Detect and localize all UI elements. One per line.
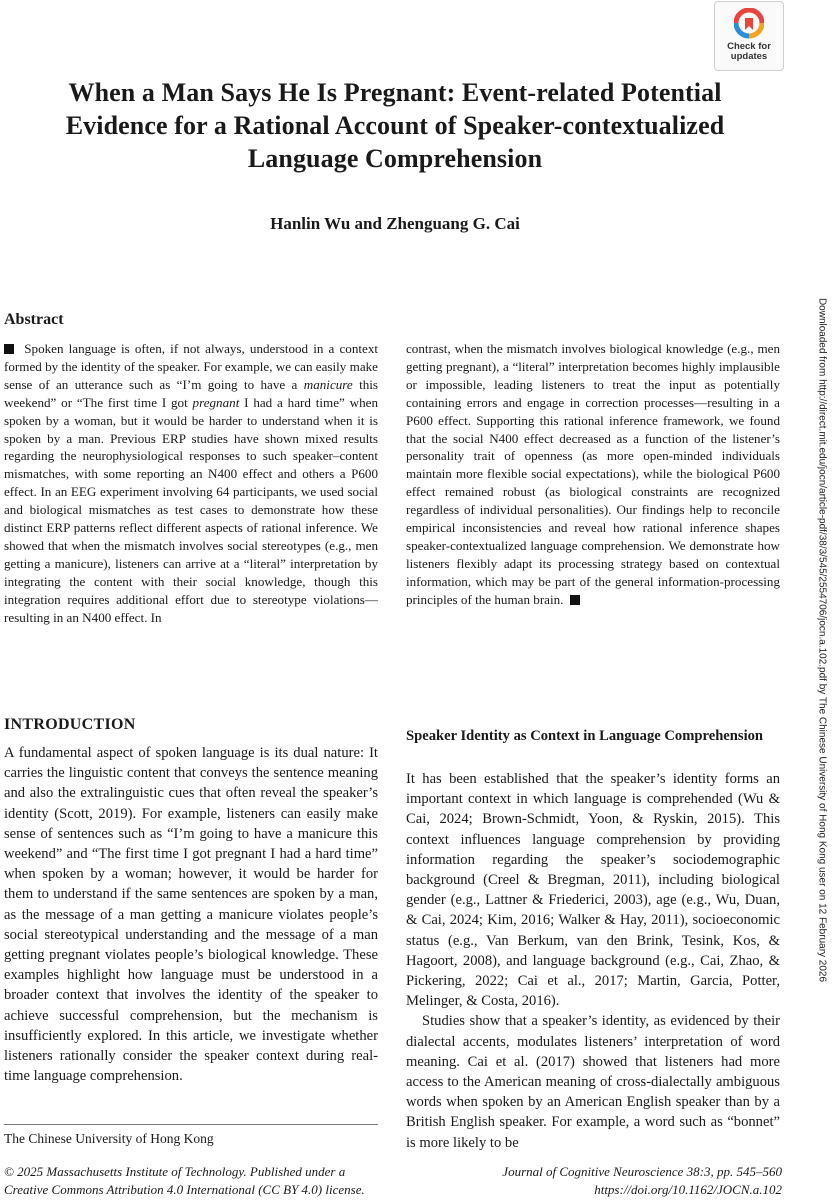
abstract-text-right: contrast, when the mismatch involves biological knowledge (e.g., men getting pregnant), a “literal” interpretation becomes highly implausible or impossible, leading listeners to treat the input as potentially containing errors and engage in correction processes—resulting in a P600 effect. Supporting this rational inference framework, we found that the social N400 effect decreased as a function of the listener’s personality trait of openness (as more open-minded individuals maintain more flexible social expectations), while the biological P600 effect remained robust (as biological constraints are recognized regardless of individual personalities). Our findings help to reconcile empirical inconsistencies and reveal how rational inference shapes speaker-contextualized language comprehension. We demonstrate how listeners flexibly adapt its processing strategy based on contextual information, which may be part of the general information-processing principles of the human brain. [406, 341, 780, 607]
abstract-em-pregnant: pregnant [192, 394, 240, 410]
abstract-end-marker [570, 595, 580, 605]
download-watermark [812, 280, 832, 1000]
badge-label-line2: updates [730, 51, 768, 62]
check-for-updates-badge[interactable] [714, 1, 784, 71]
license-notice [4, 1163, 444, 1199]
download-watermark-text: Downloaded from http://direct.mit.edu/jocn/article-pdf/38/3/545/2554706/jocn.a.102.pdf by The Chinese University of Hong Kong user on 12 February 2026 [816, 297, 828, 983]
title-line-2: Evidence for a Rational Account of Speaker-contextualized [65, 111, 725, 140]
badge-label-line1: Check for [727, 41, 771, 52]
journal-citation [440, 1163, 782, 1199]
authors: Hanlin Wu and Zhenguang G. Cai [270, 214, 520, 233]
footnote-rule [4, 1124, 378, 1125]
license-line-2[interactable]: Creative Commons Attribution 4.0 International (CC BY 4.0) license. [4, 1182, 365, 1197]
abstract-text-2: this weekend” or “The first time I got [4, 376, 378, 410]
introduction-paragraph: A fundamental aspect of spoken language is its dual nature: It carries the linguistic content that conveys the sentence meaning and also the extralinguistic cues that often reveal the speaker’s identity (Scott, 2019). For example, listeners can easily make sense of sentences such as “I’m going to have a manicure this weekend” and “The first time I got pregnant I had a hard time” when spoken by a woman; however, it would be harder for them to understand if the same sentences are spoken by a man, as the message of a man getting a manicure violates people’s social stereotypical understanding and the message of a man getting pregnant violates people’s biological knowledge. These examples highlight how language must be understood in a broader context that involves the identity of the speaker to achieve successful comprehension, but the mechanism is insufficiently explored. In this article, we investigate whether listeners rationally consider the speaker context during real-time language comprehension. [4, 745, 378, 1085]
introduction-heading: INTRODUCTION [4, 716, 136, 733]
license-line-1: © 2025 Massachusetts Institute of Technology. Published under a [4, 1164, 346, 1179]
abstract-text-3: I had a hard time” when spoken by a woman, but it would be harder to understand when it is spoken by a man. Previous ERP studies have shown mixed results regarding the neurophysiological responses to such speaker–content mismatches, with some reporting an N400 effect and others a P600 effect. In an EEG experiment involving 64 participants, we used social and biological mismatches as test cases to demonstrate how these distinct ERP patterns reflect different aspects of rational inference. We showed that when the mismatch involves social stereotypes (e.g., men getting a manicure), listeners can arrive at a “literal” interpretation by integrating the content with their social knowledge, though this integration requires additional effort due to stereotype violations—resulting in an N400 effect. In [4, 394, 378, 625]
author-affiliation: The Chinese University of Hong Kong [4, 1131, 214, 1146]
journal-info: Journal of Cognitive Neuroscience 38:3, pp. 545–560 [502, 1164, 782, 1179]
speaker-identity-paragraph-2: Studies show that a speaker’s identity, as evidenced by their dialectal accents, modulates listeners’ interpretation of word meaning. Cai et al. (2017) showed that listeners had more access to the American meaning of cross-dialectally ambiguous words when spoken by an American English speaker than by a British English speaker. For example, a word such as “bonnet” is more likely to be [406, 1013, 780, 1151]
section-heading-speaker-identity: Speaker Identity as Context in Language Comprehension [406, 728, 764, 744]
abstract-right-column [406, 340, 780, 609]
article-title [0, 76, 790, 175]
abstract-em-manicure: manicure [303, 376, 353, 392]
speaker-identity-paragraph-1: It has been established that the speaker’s identity forms an important context in which language is comprehended (Wu & Cai, 2024; Brown-Schmidt, Yoon, & Ryskin, 2015). This context influences language comprehension by providing information regarding the speaker’s sociodemographic background (Creel & Bregman, 2011), including biological gender (e.g., Lattner & Friederici, 2003), age (e.g., Wu, Duan, & Cai, 2024; Kim, 2016; Walker & Hay, 2011), socioeconomic status (e.g., Van Berkum, van den Brink, Tesink, Kos, & Hagoort, 2008), and language background (e.g., Cai, Zhao, & Pickering, 2022; Cai et al., 2017; Martin, Garcia, Potter, Melinger, & Costa, 2016). [406, 771, 780, 1010]
title-line-1: When a Man Says He Is Pregnant: Event-related Potential [68, 78, 722, 107]
abstract-heading: Abstract [4, 311, 64, 328]
check-for-updates-icon [734, 8, 764, 40]
abstract-text-1: Spoken language is often, if not always, understood in a context formed by the identity of the speaker. For example, we can easily make sense of an utterance such as “I’m going to have a [4, 341, 378, 392]
introduction-body [4, 743, 378, 1086]
abstract-start-marker [4, 344, 14, 354]
speaker-identity-body [406, 769, 780, 1153]
abstract-left-column [4, 340, 378, 627]
doi-link[interactable]: https://doi.org/10.1162/JOCN.a.102 [594, 1182, 782, 1197]
title-line-3: Language Comprehension [247, 144, 543, 173]
